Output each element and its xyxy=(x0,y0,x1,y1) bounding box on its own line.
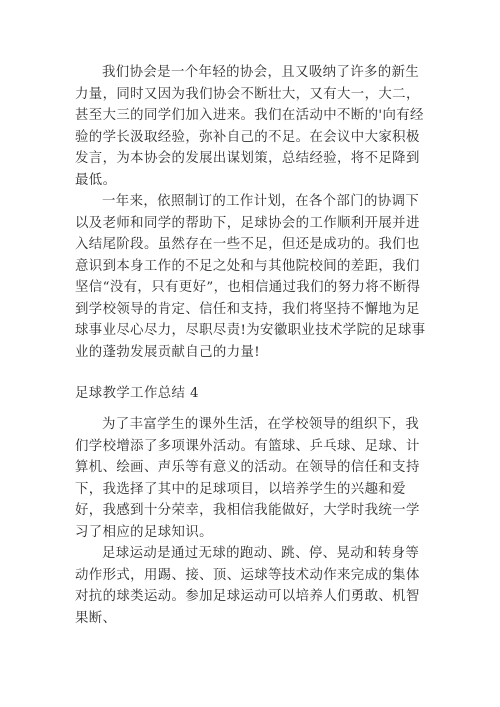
section-one-body xyxy=(75,62,429,363)
paragraph: 足球运动是通过无球的跑动、跳、停、晃动和转身等动作形式，用踢、接、顶、运球等技术动作来完成的集体对抗的球类运动。参加足球运动可以培养人们勇敢、机智果断、 xyxy=(75,546,420,626)
paragraph: 为了丰富学生的课外生活，在学校领导的组织下，我们学校增添了多项课外活动。有篮球、乒乓球、足球、计算机、绘画、声乐等有意义的活动。在领导的信任和支持下，我选择了其中的足球项目，以培养学生的兴趣和爱好，我感到十分荣幸，我相信我能做好，大学时我统一学习了相应的足球知识。 xyxy=(75,417,420,540)
section-heading: 足球教学工作总结 4 xyxy=(75,386,199,401)
paragraph: 一年来，依照制订的工作计划，在各个部门的协调下以及老师和同学的帮助下，足球协会的工作顺利开展并进入结尾阶段。虽然存在一些不足，但还是成功的。我们也意识到本身工作的不足之处和与其他院校间的差距，我们坚信“没有，只有更好”，也相信通过我们的努力将不断得到学校领导的肯定、信任和支持，我们将坚持不懈地为足球事业尽心尽力，尽职尽责!为安徽职业技术学院的足球事业的蓬勃发展贡献自己的力量! xyxy=(75,194,426,360)
paragraph: 我们协会是一个年轻的协会，且又吸纳了许多的新生力量，同时又因为我们协会不断壮大，又有大一，大二，甚至大三的同学们加入进来。我们在活动中不断的'向有经验的学长汲取经验，弥补自己的不足。在会议中大家积极发言，为本协会的发展出谋划策，总结经验，将不足降到最低。 xyxy=(75,65,424,188)
section-two-body xyxy=(75,414,429,629)
